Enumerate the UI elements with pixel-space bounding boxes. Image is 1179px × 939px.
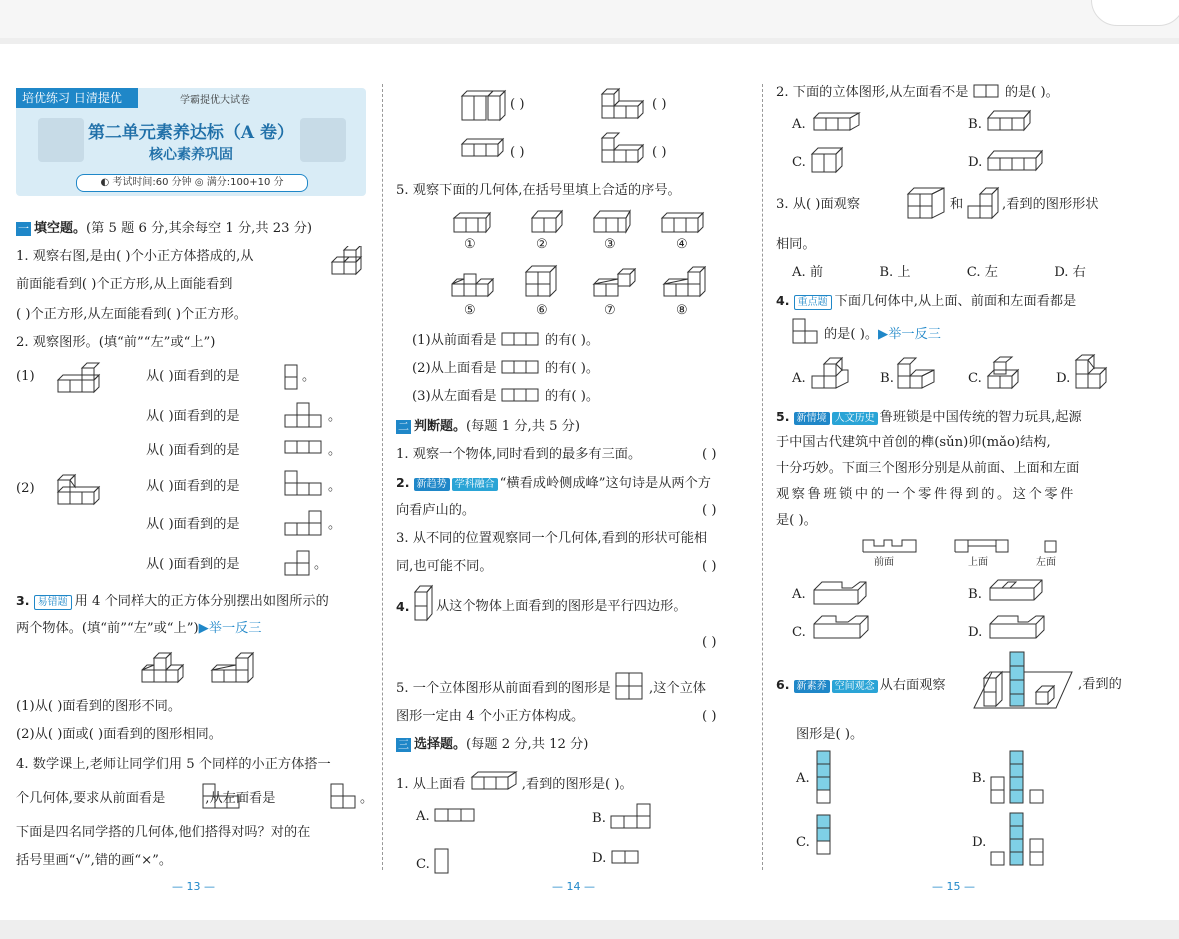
- q1-line-c: ( )个正方形,从左面能看到( )个正方形。: [16, 307, 247, 322]
- p3-q2-C[interactable]: C.: [792, 155, 806, 170]
- p3-q6-C[interactable]: C.: [796, 835, 810, 850]
- p3-q3-A[interactable]: A. 前: [792, 265, 824, 280]
- label-4: ④: [676, 237, 688, 252]
- page-number-14: — 14 —: [552, 880, 595, 893]
- label-6: ⑥: [536, 303, 548, 318]
- p3-q5-C[interactable]: C.: [792, 625, 806, 640]
- judge-5-a: 5. 一个立体图形从前面看到的图形是 ,这个立体: [396, 672, 706, 700]
- judge-3-a: 3. 从不同的位置观察同一个几何体,看到的形状可能相: [396, 531, 708, 546]
- judge-2-paren: ( ): [702, 503, 717, 518]
- solid-4: [660, 210, 706, 236]
- q3-sub-1: (1)从( )面看到的图形不同。: [16, 699, 182, 714]
- solid-a: [460, 88, 508, 122]
- q5-title: 5. 观察下面的几何体,在括号里填上合适的序号。: [396, 183, 681, 198]
- p3-q2-D-figure: [986, 148, 1048, 174]
- section-badge-3: 三: [398, 738, 409, 751]
- q3-line-b: 两个物体。(填“前”“左”或“上”)▶举一反三: [16, 621, 262, 636]
- unit-header: [16, 88, 366, 196]
- label-1: ①: [464, 237, 476, 252]
- column-divider-1: [382, 84, 383, 870]
- p3-q3-fig-a: [906, 186, 948, 222]
- view-front-shape: [862, 538, 918, 554]
- shape-q2-6: [284, 550, 312, 576]
- q2-view-6: 从( )面看到的是: [146, 557, 240, 572]
- solid-1: [452, 210, 492, 236]
- p3-q6-A[interactable]: A.: [796, 771, 810, 786]
- top-strip: [0, 0, 1179, 38]
- p3-q5-a: 5. 新情境 人文历史 鲁班锁是中国传统的智力玩具,起源: [776, 409, 1082, 425]
- judge-5-paren: ( ): [702, 709, 717, 724]
- p3-q2-A-figure: [812, 110, 864, 134]
- q2-view-2: 从( )面看到的是: [146, 409, 240, 424]
- p3-q4-C[interactable]: C.: [968, 371, 982, 386]
- view-top-label: 上面: [968, 557, 988, 568]
- p3-q5-C-figure: [812, 614, 872, 644]
- p3-q3-options: [792, 264, 1122, 282]
- view-front-label: 前面: [874, 557, 894, 568]
- p3-q2-B[interactable]: B.: [968, 117, 982, 132]
- shape-q2-5: [284, 510, 324, 536]
- q2-title: 2. 观察图形。(填“前”“左”或“上”): [16, 335, 216, 350]
- judge-1: 1. 观察一个物体,同时看到的最多有三面。: [396, 447, 642, 462]
- p3-q5-c: 十分巧妙。下面三个图形分别是从前面、上面和左面: [776, 461, 1080, 476]
- choice-1-B[interactable]: B.: [592, 802, 652, 830]
- p3-q4-B-figure: [896, 356, 938, 392]
- label-7: ⑦: [604, 303, 616, 318]
- q2-view-5: 从( )面看到的是: [146, 517, 240, 532]
- view-left-label: 左面: [1036, 557, 1056, 568]
- section-badge-1: 一: [18, 222, 29, 235]
- q5-3: (3)从左面看是 的有( )。: [412, 389, 600, 404]
- solid-b: [600, 86, 650, 122]
- tag-error-prone: 易错题: [34, 595, 72, 610]
- q3-sub-2: (2)从( )面或( )面看到的图形相同。: [16, 727, 222, 742]
- p3-q5-D-figure: [988, 614, 1048, 644]
- p3-q3-C[interactable]: C. 左: [966, 265, 998, 280]
- cube-figure-q2-1: [56, 362, 106, 396]
- link-more-practice-2[interactable]: ▶举一反三: [878, 327, 941, 342]
- p3-q5-e: 是( )。: [776, 513, 817, 528]
- paren-c: ( ): [510, 145, 525, 160]
- judge-2-b: 向看庐山的。: [396, 503, 476, 518]
- solid-7: [592, 268, 638, 300]
- p3-q5-d: 观察鲁班锁中的一个零件得到的。这个零件: [776, 487, 1076, 502]
- shape-q2-4: [284, 470, 324, 496]
- section-fill-title: 一 填空题。(第 5 题 6 分,其余每空 1 分,共 23 分): [18, 221, 313, 236]
- q2-2-label: (2): [16, 481, 35, 496]
- header-right-tag: 学霸提优大试卷: [180, 95, 250, 106]
- q4-line-c: 下面是四名同学搭的几何体,他们搭得对吗？对的在: [16, 825, 311, 840]
- p3-q5-A-figure: [812, 578, 868, 606]
- page-number-15: — 15 —: [932, 880, 975, 893]
- cube-figure-q3-a: [140, 646, 190, 686]
- q5-2: (2)从上面看是 的有( )。: [412, 361, 600, 376]
- q4-line-d: 括号里画“√”,错的画“×”。: [16, 853, 173, 868]
- judge-4: 4.: [396, 599, 410, 614]
- p3-q4-a: 4. 重点题 下面几何体中,从上面、前面和左面看都是: [776, 293, 1077, 309]
- cube-figure-q3-b: [210, 646, 262, 686]
- column-divider-2: [762, 84, 763, 870]
- judge-3-paren: ( ): [702, 559, 717, 574]
- p3-q4-b: 的是( )。▶举一反三: [824, 327, 941, 342]
- p3-q4-shape: [792, 318, 820, 346]
- view-top-shape: [954, 538, 1010, 554]
- q4-line-b: 个几何体,要求从前面看是 ,从左面看是: [16, 791, 276, 806]
- q1-line-a: 1. 观察右图,是由( )个小正方体搭成的,从: [16, 249, 254, 264]
- cube-figure-q1: [330, 246, 370, 282]
- p3-q6-C-figure: [816, 814, 832, 868]
- q4-line-a: 4. 数学课上,老师让同学们用 5 个同样的小正方体搭一: [16, 757, 331, 772]
- choice-1: 1. 从上面看 ,看到的图形是( )。: [396, 770, 633, 794]
- shape-q2-1: [284, 364, 298, 390]
- cube-figure-q2-2: [56, 470, 108, 508]
- front-view-shape: [202, 782, 242, 810]
- p3-q5-B-figure: [986, 578, 1046, 604]
- p3-q4-A-figure: [810, 356, 852, 392]
- left-view-shape: [330, 782, 358, 810]
- label-8: ⑧: [676, 303, 688, 318]
- p3-q3-D[interactable]: D. 右: [1054, 265, 1086, 280]
- link-more-practice[interactable]: ▶举一反三: [198, 621, 262, 636]
- solid-3: [592, 208, 632, 236]
- choice-1-A[interactable]: A.: [416, 808, 476, 826]
- judge-4-paren: ( ): [702, 635, 717, 650]
- solid-5: [450, 270, 500, 300]
- p3-q4-D-figure: [1074, 354, 1114, 392]
- p3-q5-b: 于中国古代建筑中首创的榫(sǔn)卯(mǎo)结构,: [776, 435, 1051, 450]
- paren-b: ( ): [652, 97, 667, 112]
- p3-q3-B[interactable]: B. 上: [879, 265, 911, 280]
- q2-view-1: 从( )面看到的是: [146, 369, 240, 384]
- shape-q2-3: [284, 440, 324, 454]
- p3-q2-A[interactable]: A.: [792, 117, 806, 132]
- section-judge-title: 二 判断题。(每题 1 分,共 5 分): [398, 419, 580, 434]
- p3-q2: 2. 下面的立体图形,从左面看不是 的是( )。: [776, 85, 1059, 100]
- p3-q5-A[interactable]: A.: [792, 587, 806, 602]
- paren-d: ( ): [652, 145, 667, 160]
- p3-q4-C-figure: [986, 356, 1028, 392]
- judge-5-b: 图形一定由 4 个小正方体构成。: [396, 709, 585, 724]
- section-badge-2: 二: [398, 420, 409, 433]
- solid-c: [460, 136, 508, 162]
- corner-decoration: [1091, 0, 1179, 26]
- exam-info: ◐ 考试时间:60 分钟 ◎ 满分:100+10 分: [76, 174, 308, 192]
- label-2: ②: [536, 237, 548, 252]
- p3-q3-fig-b: [966, 186, 1002, 222]
- cube-figure-judge-4: [414, 584, 434, 624]
- choice-1-D[interactable]: D.: [592, 850, 641, 868]
- label-5: ⑤: [464, 303, 476, 318]
- p3-q6-a: 6. 新素养 空间观念 从右面观察: [776, 677, 946, 693]
- q2-view-4: 从( )面看到的是: [146, 479, 240, 494]
- paren-a: ( ): [510, 97, 525, 112]
- p3-q2-B-figure: [986, 108, 1034, 134]
- judge-1-paren: ( ): [702, 447, 717, 462]
- unit-title: 第二单元素养达标（A 卷）: [87, 123, 295, 143]
- solid-2: [530, 208, 564, 236]
- p3-q3: 3. 从( )面观察: [776, 197, 861, 212]
- label-3: ③: [604, 237, 616, 252]
- header-left-tag: 培优练习 日清提优: [16, 88, 138, 108]
- section-choice-title: 三 选择题。(每题 2 分,共 12 分): [398, 737, 589, 752]
- solid-d: [600, 130, 650, 166]
- p3-q6-D-figure: [990, 812, 1048, 870]
- p3-q5-B[interactable]: B.: [968, 587, 982, 602]
- solid-6: [524, 264, 566, 300]
- p3-q2-C-figure: [810, 146, 844, 176]
- q2-1-label: (1): [16, 369, 35, 384]
- p3-q4-B[interactable]: B.: [880, 371, 894, 386]
- q1-line-b: 前面能看到( )个正方形,从上面能看到: [16, 277, 233, 292]
- choice-1-C[interactable]: C.: [416, 848, 450, 874]
- p3-q6-c: 图形是( )。: [796, 727, 864, 742]
- scan-frame: 培优练习 日清提优 学霸提优大试卷 第二单元素养达标（A 卷） 核心素养巩固 ◐ 考试时间:60 分钟 ◎ 满分:100+10 分 一 填空题。(第 5 题 6 分,其余每空 1 分,共 23 分) 1. 观察右图,是由( )个小正方体搭成的,从 前面能看到( )个正方形,从上面能看到 ( )个正方形,从左面能看到( )个正方形。 2. 观察图形。(填“前”“左”或“上”) (1) 从( )面看到的是 。 从( )面看到的是 。 从( )面看到的是 。 (2) 从( )面看到的是 。 从( )面看到的是 。 从( )面看到的是 。 3. 易错题 用 4 个同样大的正方体分别摆出如图所示的 两个物体。(填“前”“左”或“上”)▶举一反三 (1)从( )面看到的图形不同。 (2)从( )面或( )面看到的图形相同。 4. 数学课上,老师让同学们用 5 个同样的小正方体搭一 个几何体,要求从前面看是 ,从左面看是 。 下面是四名同学搭的几何体,他们搭得对吗？对的在 括号里画“√”,错的画“×”。 — 13 — ( ) ( ) ( ) ( ) 5. 观察下面的几何体,在括号里填上合适的序号。 ① ② ③ ④ ⑤ ⑥ ⑦ ⑧ (1)从前面看是 的有( )。 (2)从上面看是 的有( )。 (3)从左面看是 的有( )。 二 判断题。(每题 1 分,共 5 分) 1. 观察一个物体,同时看到的最多有三面。 ( ) 2. 新趋势 学科融合 “横看成岭侧成峰”这句诗是从两个方 向看庐山的。 ( ) 3. 从不同的位置观察同一个几何体,看到的形状可能相 同,也可能不同。 ( ) 4. 从这个物体上面看到的图形是平行四边形。 ( ) 5. 一个立体图形从前面看到的图形是 ,这个立体 图形一定由 4 个小正方体构成。 ( ) 三 选择题。(每题 2 分,共 12 分) 1. 从上面看 ,看到的图形是( )。 A. B. C. D. — 14 — 2. 下面的立体图形,从左面看不是 的是( )。 A. B. C. D. 3. 从( )面观察 和 ,看到的图形形状 相同。 A. 前 B. 上 C. 左 D. 右 4. 重点题 下面几何体中,从上面、前面和左面看都是 的是( )。▶举一反三 A. B. C. D. 5. 新情境 人文历史 鲁班锁是中国传统的智力玩具,起源 于中国古代建筑中首创的榫(sǔn)卯(mǎo)结构, 十分巧妙。下面三个图形分别是从前面、上面和左面 观察鲁班锁中的一个零件得到的。这个零件 是( )。 前面 上面 左面 A. B. C. D. 6. 新素养 空间观念 从右面观察 ,看到的 图形是( )。 A. B. C. D. — 15 —: [0, 0, 1179, 939]
- page-number-13: — 13 —: [172, 880, 215, 893]
- judge-3-b: 同,也可能不同。: [396, 559, 493, 574]
- view-left-shape: [1044, 540, 1058, 554]
- q3-line-a: 3. 易错题 用 4 个同样大的正方体分别摆出如图所示的: [16, 593, 329, 609]
- q2-view-3: 从( )面看到的是: [146, 443, 240, 458]
- judge-2-a: 2. 新趋势 学科融合 “横看成岭侧成峰”这句诗是从两个方: [396, 475, 711, 491]
- shape-q2-2: [284, 402, 324, 428]
- p3-q6-B-figure: [990, 750, 1048, 808]
- solid-8: [662, 266, 706, 300]
- p3-q3-d: 相同。: [776, 237, 816, 252]
- p3-q5-D[interactable]: D.: [968, 625, 983, 640]
- p3-q6-figure: [972, 650, 1076, 712]
- p3-q2-D[interactable]: D.: [968, 155, 983, 170]
- unit-subtitle: 核心素养巩固: [149, 147, 233, 163]
- p3-q4-D[interactable]: D.: [1056, 371, 1071, 386]
- p3-q6-A-figure: [816, 750, 832, 808]
- p3-q6-D[interactable]: D.: [972, 835, 987, 850]
- p3-q4-A[interactable]: A.: [792, 371, 806, 386]
- p3-q6-B[interactable]: B.: [972, 771, 986, 786]
- q5-1: (1)从前面看是 的有( )。: [412, 333, 600, 348]
